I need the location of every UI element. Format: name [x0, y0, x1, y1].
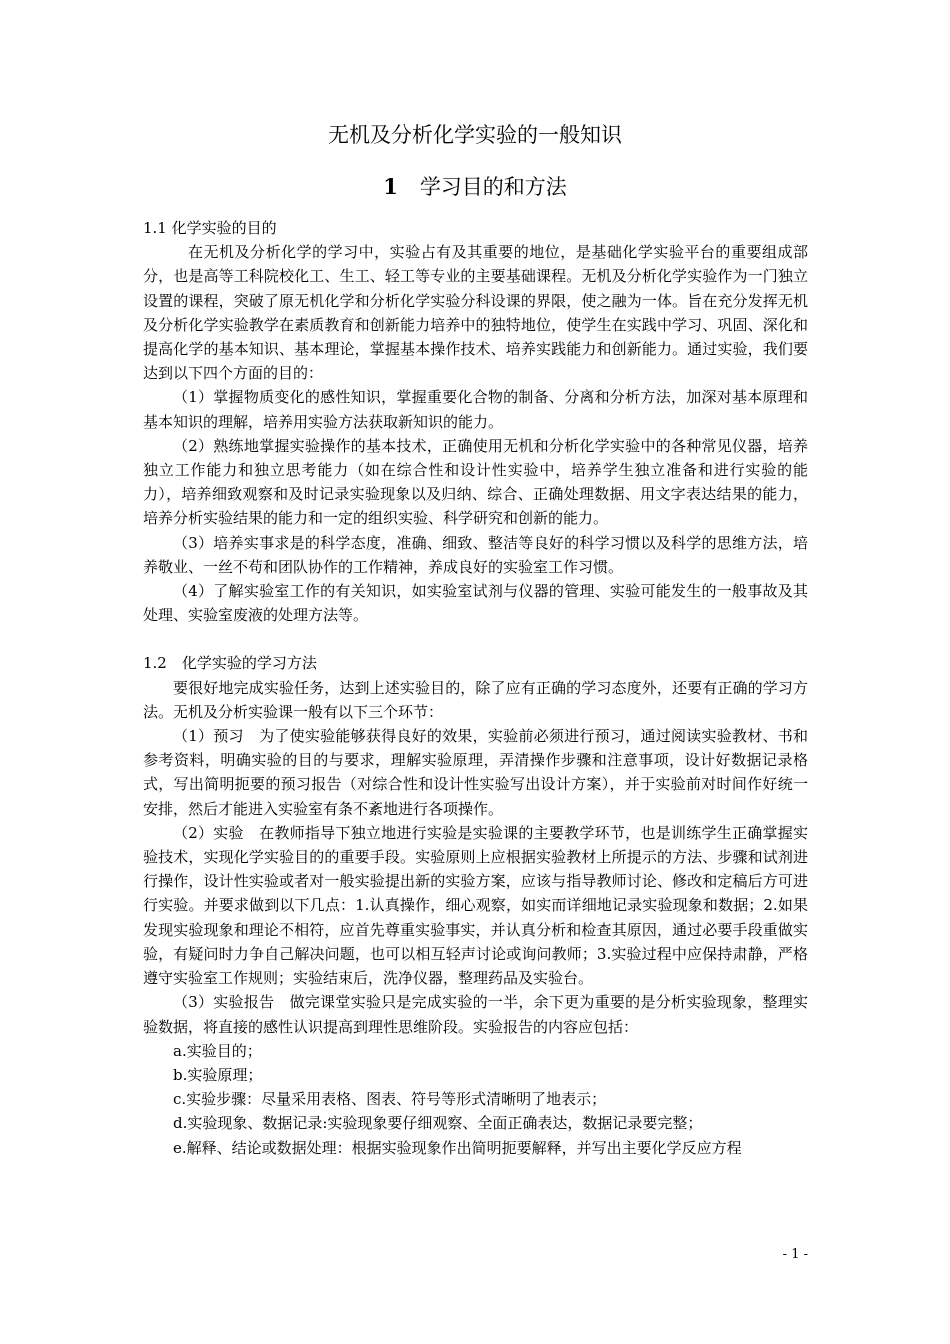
- report-item-b: b.实验原理；: [173, 1065, 263, 1084]
- goal-item-4: （4）了解实验室工作的有关知识，如实验室试剂与仪器的管理、实验可能发生的一般事故及其处理、实验室废液的处理方法等。: [143, 582, 808, 625]
- report-item-a: a.实验目的；: [173, 1041, 262, 1060]
- goal-item-1: （1）掌握物质变化的感性知识，掌握重要化合物的制备、分离和分析方法，加深对基本原理和基本知识的理解，培养用实验方法获取新知识的能力。: [143, 388, 808, 431]
- paragraph-intro-purpose: 在无机及分析化学的学习中，实验占有及其重要的地位，是基础化学实验平台的重要组成部分，也是高等工科院校化工、生工、轻工等专业的主要基础课程。无机及分析化学实验作为一门独立设置的课程，突破了原无机化学和分析化学实验分科设课的界限，使之融为一体。旨在充分发挥无机及分析化学实验教学在素质教育和创新能力培养中的独特地位，使学生在实践中学习、巩固、深化和提高化学的基本知识、基本理论，掌握基本操作技术、培养实践能力和创新能力。通过实验，我们要达到以下四个方面的目的：: [143, 243, 808, 383]
- section-number: 1: [383, 174, 398, 199]
- paragraph-intro-method: 要很好地完成实验任务，达到上述实验目的，除了应有正确的学习态度外，还要有正确的学习方法。无机及分析实验课一般有以下三个环节：: [143, 678, 808, 721]
- goal-item-2: （2）熟练地掌握实验操作的基本技术，正确使用无机和分析化学实验中的各种常见仪器，培养独立工作能力和独立思考能力（如在综合性和设计性实验中，培养学生独立准备和进行实验的能力），培养细致观察和及时记录实验现象以及归纳、综合、正确处理数据、用文字表达结果的能力，培养分析实验结果的能力和一定的组织实验、科学研究和创新的能力。: [143, 436, 808, 528]
- page-number: - 1 -: [782, 1247, 808, 1262]
- section-spacer: [143, 627, 808, 651]
- report-item-e: e.解释、结论或数据处理：根据实验现象作出简明扼要解释，并写出主要化学反应方程: [173, 1138, 742, 1157]
- section-title-text: 学习目的和方法: [419, 175, 567, 199]
- report-item-c: c.实验步骤：尽量采用表格、图表、符号等形式清晰明了地表示；: [173, 1090, 607, 1109]
- subsection-heading-1-2: 1.2 化学实验的学习方法: [143, 654, 317, 673]
- report-item-d: d.实验现象、数据记录:实验现象要仔细观察、全面正确表达，数据记录要完整；: [173, 1114, 703, 1133]
- section-title: [0, 172, 950, 202]
- document-title: 无机及分析化学实验的一般知识: [328, 123, 622, 147]
- step-item-experiment: （2）实验 在教师指导下独立地进行实验是实验课的主要教学环节，也是训练学生正确掌握实验技术，实现化学实验目的的重要手段。实验原则上应根据实验教材上所提示的方法、步骤和试剂进行操作，设计性实验或者对一般实验提出新的实验方案，应该与指导教师讨论、修改和定稿后方可进行实验。并要求做到以下几点：1.认真操作，细心观察，如实而详细地记录实验现象和数据；2.如果发现实验现象和理论不相符，应首先尊重实验事实，并认真分析和检查其原因，通过必要手段重做实验，有疑问时力争自己解决问题，也可以相互轻声讨论或询问教师；3.实验过程中应保持肃静，严格遵守实验室工作规则；实验结束后，洗净仪器，整理药品及实验台。: [143, 823, 808, 988]
- step-item-preview: （1）预习 为了使实验能够获得良好的效果，实验前必须进行预习，通过阅读实验教材、书和参考资料，明确实验的目的与要求，理解实验原理，弄清操作步骤和注意事项，设计好数据记录格式，写出简明扼要的预习报告（对综合性和设计性实验写出设计方案），并于实验前对时间作好统一安排，然后才能进入实验室有条不紊地进行各项操作。: [143, 727, 808, 818]
- goal-item-3: （3）培养实事求是的科学态度，准确、细致、整洁等良好的科学习惯以及科学的思维方法，培养敬业、一丝不苟和团队协作的工作精神，养成良好的实验室工作习惯。: [143, 533, 808, 576]
- step-item-report: （3）实验报告 做完课堂实验只是完成实验的一半，余下更为重要的是分析实验现象，整理实验数据，将直接的感性认识提高到理性思维阶段。实验报告的内容应包括：: [143, 993, 808, 1036]
- document-body: [143, 216, 808, 1160]
- subsection-heading-1-1: 1.1 化学实验的目的: [143, 219, 277, 237]
